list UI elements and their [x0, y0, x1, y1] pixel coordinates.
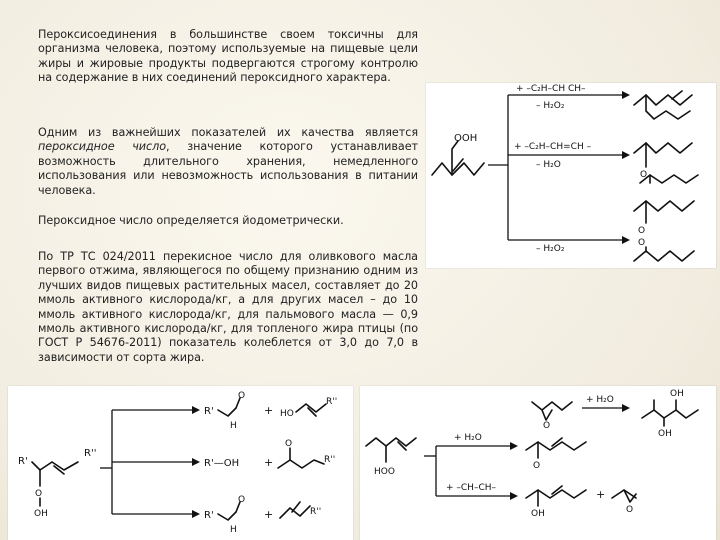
bl-start-o: O — [35, 489, 43, 499]
br-arrow-2-label: + –CH–CH– — [446, 483, 497, 493]
product-peroxide — [634, 201, 694, 261]
arrow-1-loss: – H₂O₂ — [536, 101, 565, 111]
br-start-molecule — [366, 438, 416, 477]
bl-p3-h: H — [230, 525, 237, 535]
br-ketone-o: O — [533, 461, 541, 471]
br-alcohol-oh: OH — [531, 509, 545, 519]
scheme-top-right — [426, 83, 716, 268]
bl-plus-3: + — [264, 508, 274, 521]
bl-p1-b-ho: HO — [280, 409, 294, 419]
bl-start-r1: R' — [18, 456, 28, 467]
arrow-1-reagent: + –C₂H–CH CH– — [516, 84, 586, 94]
paragraph-toxicity: Пероксисоединения в большинстве своем токсичны для организма человека, поэтому используемые на пищевые цели жиры и жировые продукты подвергаются строгому контролю на содержание в них соединений пероксидного характера. — [38, 28, 418, 85]
arrow-2-loss: – H₂O — [536, 160, 561, 170]
arrowhead-3 — [622, 236, 630, 244]
bl-p1-h: H — [230, 421, 237, 431]
bl-p3-r: R' — [204, 510, 214, 521]
bl-product-row-2 — [204, 439, 335, 469]
bl-p1-r: R' — [204, 406, 214, 417]
bl-product-row-1 — [204, 391, 337, 431]
scheme-bottom-right — [360, 386, 716, 540]
bl-start-oh: OH — [34, 509, 48, 519]
br-diol-oh-1: OH — [670, 389, 684, 399]
bl-start-r2: R'' — [84, 448, 97, 459]
bl-plus-2: + — [264, 456, 274, 469]
ooh-label: OOH — [454, 133, 478, 144]
br-ketone-product — [526, 438, 586, 471]
bl-plus-1: + — [264, 404, 274, 417]
paragraph-regulation: По ТР ТС 024/2011 перекисное число для оливкового масла первого отжима, являющегося по общему признанию одним из лучших видов пищевых растительных масел, составляет до 20 ммоль активного кислорода/кг, а для других масел – до 10 ммоль активного кислорода/кг, для пальмового масла — 0,9 ммоль активного кислорода/кг, для топленого жира птицы (по ГОСТ Р 54676-2011) показатель колеблется от 3,0 до 7,0 в зависимости от сорта жира. — [38, 250, 418, 364]
bl-p2-a: R'—OH — [204, 458, 240, 469]
bl-arrowhead-1 — [192, 406, 200, 414]
br-diol-oh-2: OH — [658, 429, 672, 439]
paragraph-peroxide-number-tail: , значение которого устанавливает возможность длительного хранения, немедленного использования или невозможность использования в питании человека. — [38, 140, 418, 197]
br-arrowhead-1 — [510, 442, 518, 450]
bl-arrowhead-3 — [192, 510, 200, 518]
peroxide-o1-label: O — [638, 226, 646, 236]
br-epoxide-o: O — [626, 505, 634, 515]
product-ether — [634, 143, 698, 183]
arrow-3-loss: – H₂O₂ — [536, 244, 565, 254]
term-peroxide-number: пероксидное число — [38, 140, 167, 154]
arrow-2-reagent: + –C₂H–CH=CH – — [514, 142, 592, 152]
br-top-path — [532, 389, 698, 439]
bl-product-row-3 — [204, 495, 321, 535]
br-top-h2o: + H₂O — [586, 395, 614, 405]
br-top-arrowhead — [622, 404, 630, 412]
scheme-bottom-left — [8, 386, 353, 540]
bl-p2-b-o: O — [285, 439, 293, 449]
bl-p3-b-r: R'' — [310, 507, 322, 517]
scheme-bottom-left-svg — [8, 386, 353, 540]
bl-p1-b-r: R'' — [326, 397, 338, 407]
bl-p3-o: O — [238, 495, 246, 505]
br-top-epoxide-o: O — [543, 421, 551, 431]
br-arrowhead-2 — [510, 492, 518, 500]
paragraph-peroxide-number-lead: Одним из важнейших показателей их качества является — [38, 126, 418, 139]
peroxide-o2-label: O — [638, 238, 646, 248]
product-dimer — [634, 91, 692, 119]
scheme-top-right-svg — [426, 83, 716, 268]
paragraph-iodometric: Пероксидное число определяется йодометрически. — [38, 214, 344, 227]
paragraph-peroxide-number — [38, 126, 418, 198]
bl-p1-o: O — [238, 391, 246, 401]
br-arrow-1-label: + H₂O — [454, 433, 482, 443]
br-alcohol-product — [526, 486, 636, 519]
br-hoo-label: HOO — [374, 467, 395, 477]
arrowhead-1 — [622, 91, 630, 99]
bl-start-molecule — [18, 448, 96, 519]
scheme-bottom-right-svg — [360, 386, 716, 540]
br-plus: + — [596, 488, 606, 501]
arrowhead-2 — [622, 151, 630, 159]
ether-o-label: O — [640, 170, 648, 180]
bl-arrowhead-2 — [192, 458, 200, 466]
bl-p2-b-r: R'' — [324, 455, 336, 465]
